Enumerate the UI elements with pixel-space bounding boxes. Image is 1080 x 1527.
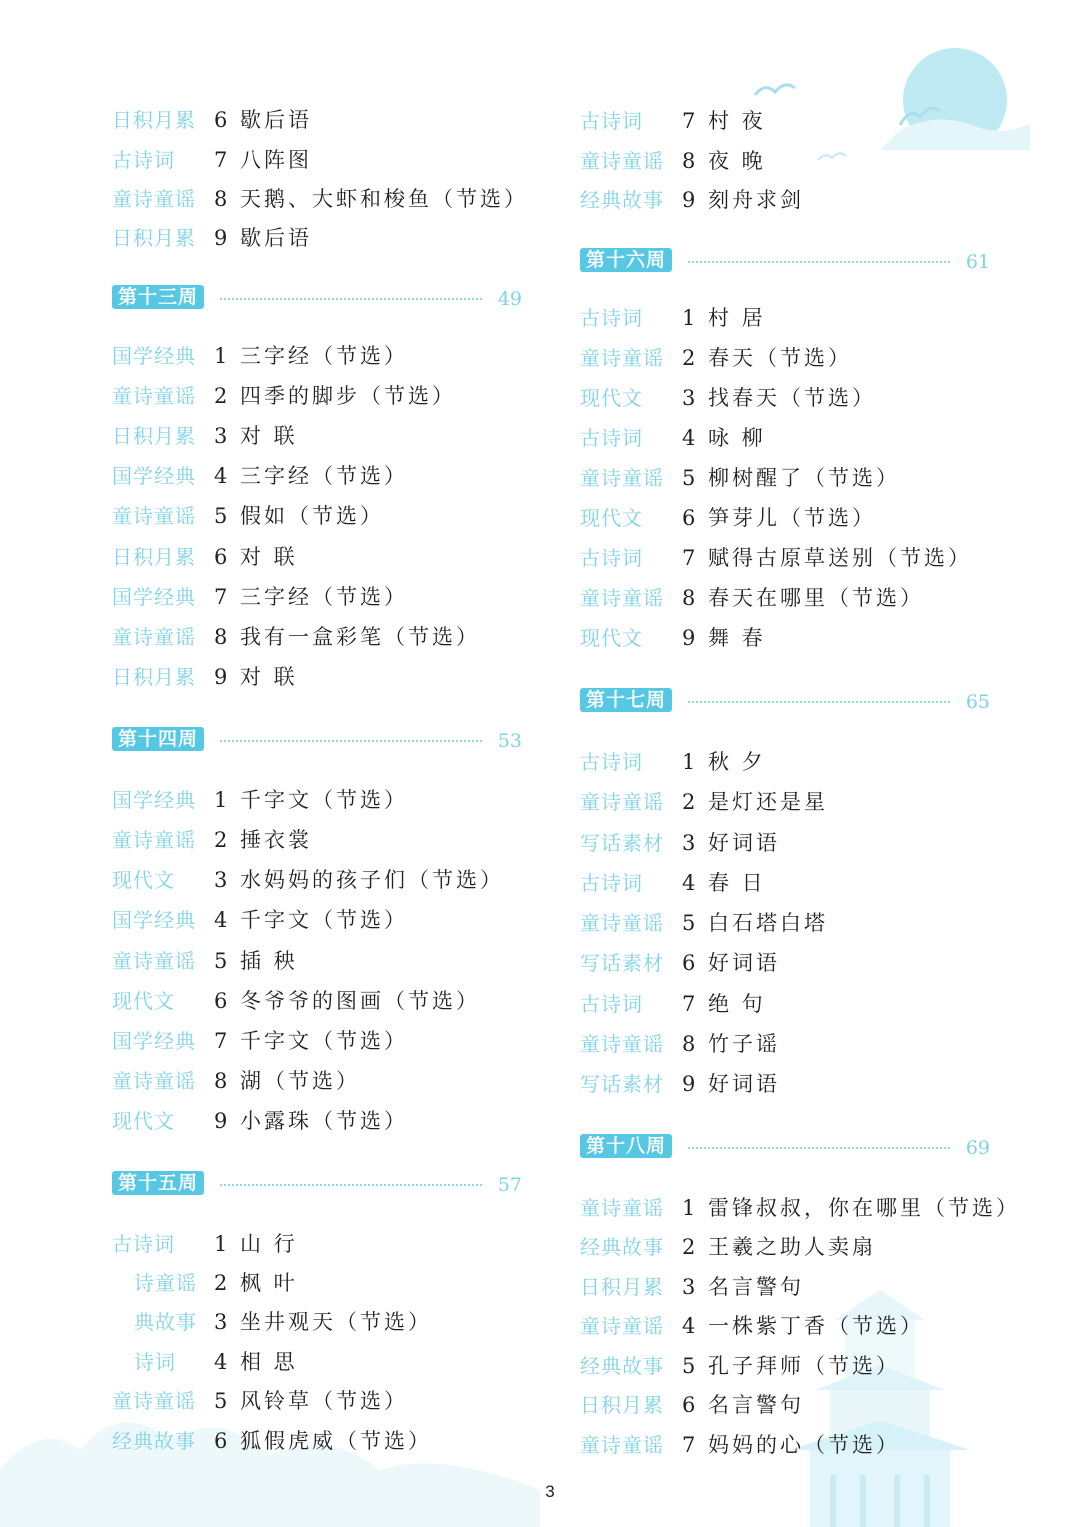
item-title: 小露珠（节选）	[240, 1109, 408, 1133]
item-number: 5	[682, 466, 696, 490]
item-title: 对 联	[240, 665, 298, 689]
category-label: 国学经典	[112, 344, 196, 368]
category-label: 现代文	[112, 989, 175, 1013]
category-label: 经典故事	[580, 1354, 664, 1378]
item-title: 好词语	[708, 951, 780, 975]
category-label: 日积月累	[112, 108, 196, 132]
week-page-number: 53	[497, 730, 522, 752]
item-title: 三字经（节选）	[240, 464, 408, 488]
item-title: 名言警句	[708, 1275, 804, 1299]
dotted-leader	[688, 701, 950, 703]
category-label: 古诗词	[112, 1232, 175, 1256]
category-label: 现代文	[580, 386, 643, 410]
item-title: 雷锋叔叔，你在哪里（节选）	[708, 1196, 1020, 1220]
item-number: 1	[682, 1196, 696, 1220]
category-label: 国学经典	[112, 585, 196, 609]
category-label: 日积月累	[112, 424, 196, 448]
item-number: 8	[682, 586, 696, 610]
week-header[interactable]	[112, 727, 522, 755]
item-number: 3	[682, 1275, 696, 1299]
category-label: 国学经典	[112, 788, 196, 812]
item-number: 2	[682, 1235, 696, 1259]
category-label: 诗词	[134, 1350, 176, 1374]
item-number: 7	[214, 585, 228, 609]
item-number: 6	[214, 1429, 228, 1453]
week-badge: 第十八周	[580, 1134, 672, 1158]
item-title: 春 日	[708, 871, 766, 895]
item-number: 2	[214, 384, 228, 408]
item-number: 9	[682, 626, 696, 650]
item-title: 柳树醒了（节选）	[708, 466, 900, 490]
week-badge: 第十七周	[580, 688, 672, 712]
item-title: 八阵图	[240, 148, 312, 172]
item-title: 刻舟求剑	[708, 188, 804, 212]
week-badge: 第十三周	[112, 285, 204, 309]
item-number: 9	[214, 1109, 228, 1133]
category-label: 古诗词	[580, 426, 643, 450]
category-label: 日积月累	[112, 545, 196, 569]
category-label: 童诗童谣	[112, 625, 196, 649]
item-title: 是灯还是星	[708, 790, 828, 814]
item-title: 春天在哪里（节选）	[708, 586, 924, 610]
item-title: 插 秧	[240, 949, 298, 973]
item-number: 4	[214, 1350, 228, 1374]
item-number: 2	[682, 790, 696, 814]
category-label: 童诗童谣	[580, 911, 664, 935]
item-number: 7	[682, 992, 696, 1016]
item-number: 8	[214, 625, 228, 649]
item-number: 7	[682, 109, 696, 133]
item-number: 5	[214, 1389, 228, 1413]
item-number: 8	[214, 1069, 228, 1093]
item-number: 7	[682, 546, 696, 570]
item-number: 9	[682, 1072, 696, 1096]
item-number: 3	[214, 424, 228, 448]
item-title: 风铃草（节选）	[240, 1389, 408, 1413]
item-number: 1	[214, 1232, 228, 1256]
category-label: 诗童谣	[134, 1271, 197, 1295]
category-label: 现代文	[112, 868, 175, 892]
category-label: 童诗童谣	[112, 384, 196, 408]
category-label: 古诗词	[580, 992, 643, 1016]
dotted-leader	[220, 740, 482, 742]
item-title: 孔子拜师（节选）	[708, 1354, 900, 1378]
item-number: 3	[214, 1310, 228, 1334]
item-title: 舞 春	[708, 626, 766, 650]
category-label: 童诗童谣	[580, 1196, 664, 1220]
category-label: 写话素材	[580, 831, 664, 855]
item-number: 6	[214, 545, 228, 569]
item-title: 千字文（节选）	[240, 908, 408, 932]
category-label: 童诗童谣	[580, 466, 664, 490]
category-label: 现代文	[580, 626, 643, 650]
week-badge: 第十六周	[580, 248, 672, 272]
item-number: 1	[214, 788, 228, 812]
item-title: 假如（节选）	[240, 504, 384, 528]
category-label: 日积月累	[112, 665, 196, 689]
item-number: 2	[214, 1271, 228, 1295]
item-title: 对 联	[240, 424, 298, 448]
item-title: 相 思	[240, 1350, 298, 1374]
category-label: 童诗童谣	[580, 1433, 664, 1457]
dotted-leader	[220, 1184, 482, 1186]
dotted-leader	[688, 1147, 950, 1149]
category-label: 童诗童谣	[580, 149, 664, 173]
item-number: 4	[214, 908, 228, 932]
category-label: 国学经典	[112, 464, 196, 488]
category-label: 古诗词	[580, 306, 643, 330]
item-title: 枫 叶	[240, 1271, 298, 1295]
category-label: 童诗童谣	[112, 504, 196, 528]
item-number: 1	[214, 344, 228, 368]
category-label: 日积月累	[580, 1275, 664, 1299]
item-title: 夜 晚	[708, 149, 766, 173]
item-number: 6	[214, 108, 228, 132]
category-label: 经典故事	[580, 1235, 664, 1259]
item-title: 冬爷爷的图画（节选）	[240, 989, 480, 1013]
item-title: 歇后语	[240, 226, 312, 250]
week-page-number: 57	[497, 1174, 522, 1196]
category-label: 古诗词	[580, 871, 643, 895]
category-label: 现代文	[580, 506, 643, 530]
item-number: 3	[214, 868, 228, 892]
category-label: 典故事	[134, 1310, 197, 1334]
category-label: 童诗童谣	[580, 1032, 664, 1056]
item-number: 2	[682, 346, 696, 370]
week-badge: 第十四周	[112, 727, 204, 751]
category-label: 国学经典	[112, 908, 196, 932]
item-number: 4	[214, 464, 228, 488]
item-number: 7	[214, 1029, 228, 1053]
category-label: 童诗童谣	[112, 1069, 196, 1093]
item-number: 9	[682, 188, 696, 212]
item-title: 坐井观天（节选）	[240, 1310, 432, 1334]
category-label: 童诗童谣	[580, 586, 664, 610]
category-label: 童诗童谣	[580, 790, 664, 814]
category-label: 古诗词	[580, 546, 643, 570]
item-title: 王羲之助人卖扇	[708, 1235, 876, 1259]
item-number: 4	[682, 426, 696, 450]
item-number: 5	[682, 1354, 696, 1378]
item-number: 5	[214, 504, 228, 528]
week-page-number: 49	[497, 288, 522, 310]
item-number: 2	[214, 828, 228, 852]
item-number: 3	[682, 831, 696, 855]
category-label: 童诗童谣	[580, 1314, 664, 1338]
item-number: 8	[214, 187, 228, 211]
item-number: 8	[682, 1032, 696, 1056]
item-title: 狐假虎威（节选）	[240, 1429, 432, 1453]
item-number: 6	[214, 989, 228, 1013]
item-title: 千字文（节选）	[240, 788, 408, 812]
category-label: 日积月累	[580, 1393, 664, 1417]
item-title: 白石塔白塔	[708, 911, 828, 935]
week-badge: 第十五周	[112, 1171, 204, 1195]
week-header[interactable]	[580, 1134, 990, 1162]
item-title: 捶衣裳	[240, 828, 312, 852]
item-number: 7	[214, 148, 228, 172]
item-title: 好词语	[708, 1072, 780, 1096]
item-title: 山 行	[240, 1232, 298, 1256]
item-title: 我有一盒彩笔（节选）	[240, 625, 480, 649]
item-title: 好词语	[708, 831, 780, 855]
item-number: 3	[682, 386, 696, 410]
week-header[interactable]	[580, 688, 990, 716]
week-header[interactable]	[580, 248, 990, 276]
item-title: 绝 句	[708, 992, 766, 1016]
item-title: 对 联	[240, 545, 298, 569]
item-title: 歇后语	[240, 108, 312, 132]
category-label: 写话素材	[580, 951, 664, 975]
item-title: 水妈妈的孩子们（节选）	[240, 868, 504, 892]
right-column	[580, 0, 1020, 1480]
item-number: 1	[682, 750, 696, 774]
item-title: 妈妈的心（节选）	[708, 1433, 900, 1457]
left-column	[112, 0, 532, 1480]
item-title: 春天（节选）	[708, 346, 852, 370]
item-title: 名言警句	[708, 1393, 804, 1417]
week-page-number: 65	[965, 691, 990, 713]
item-number: 9	[214, 226, 228, 250]
category-label: 童诗童谣	[112, 949, 196, 973]
dotted-leader	[220, 298, 482, 300]
category-label: 童诗童谣	[112, 828, 196, 852]
item-number: 5	[214, 949, 228, 973]
item-title: 三字经（节选）	[240, 344, 408, 368]
week-page-number: 69	[965, 1137, 990, 1159]
category-label: 古诗词	[580, 109, 643, 133]
category-label: 日积月累	[112, 226, 196, 250]
item-title: 村 夜	[708, 109, 766, 133]
category-label: 童诗童谣	[580, 346, 664, 370]
item-title: 湖（节选）	[240, 1069, 360, 1093]
item-title: 千字文（节选）	[240, 1029, 408, 1053]
item-number: 7	[682, 1433, 696, 1457]
category-label: 国学经典	[112, 1029, 196, 1053]
item-title: 笋芽儿（节选）	[708, 506, 876, 530]
category-label: 古诗词	[112, 148, 175, 172]
item-title: 竹子谣	[708, 1032, 780, 1056]
category-label: 经典故事	[112, 1429, 196, 1453]
category-label: 现代文	[112, 1109, 175, 1133]
item-title: 秋 夕	[708, 750, 766, 774]
category-label: 古诗词	[580, 750, 643, 774]
category-label: 童诗童谣	[112, 1389, 196, 1413]
item-number: 6	[682, 506, 696, 530]
item-title: 一株紫丁香（节选）	[708, 1314, 924, 1338]
item-title: 四季的脚步（节选）	[240, 384, 456, 408]
category-label: 童诗童谣	[112, 187, 196, 211]
item-number: 8	[682, 149, 696, 173]
week-header[interactable]	[112, 1171, 522, 1199]
item-title: 赋得古原草送别（节选）	[708, 546, 972, 570]
dotted-leader	[688, 261, 950, 263]
item-number: 4	[682, 1314, 696, 1338]
item-title: 咏 柳	[708, 426, 766, 450]
item-title: 天鹅、大虾和梭鱼（节选）	[240, 187, 528, 211]
item-number: 6	[682, 951, 696, 975]
item-title: 找春天（节选）	[708, 386, 876, 410]
category-label: 经典故事	[580, 188, 664, 212]
item-number: 5	[682, 911, 696, 935]
week-header[interactable]	[112, 285, 522, 313]
item-number: 9	[214, 665, 228, 689]
item-number: 4	[682, 871, 696, 895]
item-number: 1	[682, 306, 696, 330]
item-number: 6	[682, 1393, 696, 1417]
item-title: 三字经（节选）	[240, 585, 408, 609]
item-title: 村 居	[708, 306, 766, 330]
page-number: 3	[545, 1482, 555, 1501]
category-label: 写话素材	[580, 1072, 664, 1096]
week-page-number: 61	[965, 251, 990, 273]
